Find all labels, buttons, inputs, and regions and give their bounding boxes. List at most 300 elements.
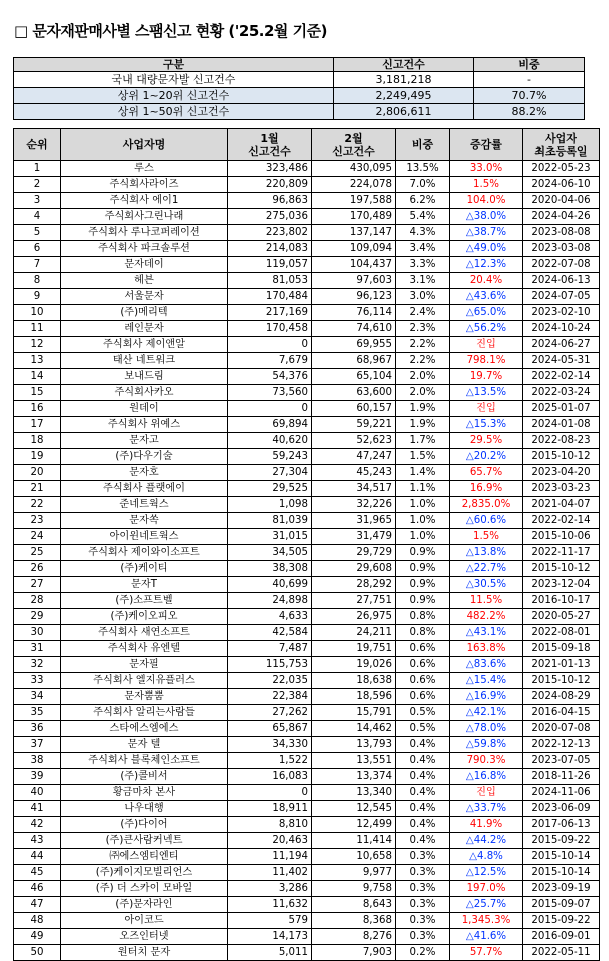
feb-count: 60,157: [312, 401, 396, 417]
table-row: [14, 673, 600, 689]
change-rate: △38.7%: [450, 225, 523, 241]
feb-count: 104,437: [312, 257, 396, 273]
table-row: [14, 817, 600, 833]
jan-count: 275,036: [228, 209, 312, 225]
summary-label: 상위 1~50위 신고건수: [14, 104, 334, 120]
jan-count: 11,402: [228, 865, 312, 881]
summary-row: [14, 104, 585, 120]
change-rate: 65.7%: [450, 465, 523, 481]
registration-date: 2022-05-11: [523, 945, 600, 961]
share: 1.0%: [396, 529, 450, 545]
jan-count: 34,505: [228, 545, 312, 561]
rank: 15: [14, 385, 61, 401]
company-name: 원데이: [61, 401, 228, 417]
share: 0.4%: [396, 801, 450, 817]
feb-count: 12,545: [312, 801, 396, 817]
table-row: [14, 481, 600, 497]
rank: 14: [14, 369, 61, 385]
change-rate: △12.5%: [450, 865, 523, 881]
rank: 46: [14, 881, 61, 897]
change-rate: 41.9%: [450, 817, 523, 833]
jan-count: 73,560: [228, 385, 312, 401]
header-jan-count-line: 신고건수: [248, 144, 291, 158]
share: 0.5%: [396, 721, 450, 737]
change-rate: △60.6%: [450, 513, 523, 529]
change-rate: 29.5%: [450, 433, 523, 449]
feb-count: 45,243: [312, 465, 396, 481]
jan-count: 1,098: [228, 497, 312, 513]
jan-count: 81,039: [228, 513, 312, 529]
table-row: [14, 657, 600, 673]
rank: 39: [14, 769, 61, 785]
feb-count: 11,414: [312, 833, 396, 849]
rank: 44: [14, 849, 61, 865]
rank: 12: [14, 337, 61, 353]
summary-share: -: [474, 72, 585, 88]
table-row: [14, 193, 600, 209]
registration-date: 2023-06-09: [523, 801, 600, 817]
jan-count: 22,035: [228, 673, 312, 689]
share: 0.9%: [396, 545, 450, 561]
change-rate: 482.2%: [450, 609, 523, 625]
share: 0.9%: [396, 593, 450, 609]
jan-count: 7,679: [228, 353, 312, 369]
share: 0.3%: [396, 929, 450, 945]
rank: 10: [14, 305, 61, 321]
change-rate: △16.8%: [450, 769, 523, 785]
registration-date: 2023-12-04: [523, 577, 600, 593]
jan-count: 24,898: [228, 593, 312, 609]
jan-count: 115,753: [228, 657, 312, 673]
share: 0.3%: [396, 897, 450, 913]
table-row: [14, 497, 600, 513]
jan-count: 38,308: [228, 561, 312, 577]
rank: 29: [14, 609, 61, 625]
rank: 2: [14, 177, 61, 193]
change-rate: 진입: [450, 785, 523, 801]
summary-row: [14, 72, 585, 88]
table-row: [14, 625, 600, 641]
company-name: 주식회사카오: [61, 385, 228, 401]
feb-count: 27,751: [312, 593, 396, 609]
table-row: [14, 721, 600, 737]
jan-count: 8,810: [228, 817, 312, 833]
table-row: [14, 289, 600, 305]
change-rate: △16.9%: [450, 689, 523, 705]
table-row: [14, 385, 600, 401]
jan-count: 34,330: [228, 737, 312, 753]
rank: 48: [14, 913, 61, 929]
jan-count: 5,011: [228, 945, 312, 961]
rank: 37: [14, 737, 61, 753]
change-rate: 197.0%: [450, 881, 523, 897]
company-name: (주)소프트벨: [61, 593, 228, 609]
table-row: [14, 321, 600, 337]
jan-count: 22,384: [228, 689, 312, 705]
header-registration-date-line: 사업자: [545, 131, 577, 145]
feb-count: 24,211: [312, 625, 396, 641]
rank: 5: [14, 225, 61, 241]
jan-count: 7,487: [228, 641, 312, 657]
feb-count: 12,499: [312, 817, 396, 833]
registration-date: 2022-02-14: [523, 513, 600, 529]
registration-date: 2018-11-26: [523, 769, 600, 785]
change-rate: △43.6%: [450, 289, 523, 305]
rank: 31: [14, 641, 61, 657]
rank: 11: [14, 321, 61, 337]
company-name: 주식회사 새연소프트: [61, 625, 228, 641]
jan-count: 54,376: [228, 369, 312, 385]
change-rate: 1,345.3%: [450, 913, 523, 929]
change-rate: 19.7%: [450, 369, 523, 385]
share: 5.4%: [396, 209, 450, 225]
registration-date: 2024-10-24: [523, 321, 600, 337]
jan-count: 119,057: [228, 257, 312, 273]
share: 1.1%: [396, 481, 450, 497]
rank: 22: [14, 497, 61, 513]
company-name: 레인문자: [61, 321, 228, 337]
jan-count: 31,015: [228, 529, 312, 545]
feb-count: 137,147: [312, 225, 396, 241]
table-row: [14, 881, 600, 897]
table-row: [14, 353, 600, 369]
company-name: 오즈인터넷: [61, 929, 228, 945]
rank: 47: [14, 897, 61, 913]
registration-date: 2024-05-31: [523, 353, 600, 369]
company-name: (주)케이티: [61, 561, 228, 577]
jan-count: 14,173: [228, 929, 312, 945]
company-name: 문자 텔: [61, 737, 228, 753]
change-rate: △13.5%: [450, 385, 523, 401]
header-share: 비중: [396, 129, 450, 161]
share: 0.2%: [396, 945, 450, 961]
registration-date: 2025-01-07: [523, 401, 600, 417]
share: 1.4%: [396, 465, 450, 481]
registration-date: 2015-10-14: [523, 865, 600, 881]
feb-count: 96,123: [312, 289, 396, 305]
share: 0.9%: [396, 577, 450, 593]
share: 0.8%: [396, 609, 450, 625]
company-name: 주식회사 루나코퍼레이션: [61, 225, 228, 241]
table-row: [14, 449, 600, 465]
feb-count: 74,610: [312, 321, 396, 337]
jan-count: 170,458: [228, 321, 312, 337]
table-row: [14, 913, 600, 929]
header-feb-count: [312, 129, 396, 161]
share: 1.0%: [396, 513, 450, 529]
change-rate: △12.3%: [450, 257, 523, 273]
company-name: 문자호: [61, 465, 228, 481]
share: 2.0%: [396, 385, 450, 401]
table-row: [14, 929, 600, 945]
header-registration-date: [523, 129, 600, 161]
page-title: □ 문자재판매사별 스팸신고 현황 ('25.2월 기준): [14, 22, 327, 40]
table-row: [14, 801, 600, 817]
registration-date: 2015-09-22: [523, 913, 600, 929]
company-name: 아이윈네트웍스: [61, 529, 228, 545]
company-name: 주식회사 블록체인소프트: [61, 753, 228, 769]
summary-share: 70.7%: [474, 88, 585, 104]
rank: 3: [14, 193, 61, 209]
rank: 24: [14, 529, 61, 545]
jan-count: 69,894: [228, 417, 312, 433]
registration-date: 2022-05-23: [523, 161, 600, 177]
share: 0.5%: [396, 705, 450, 721]
share: 1.7%: [396, 433, 450, 449]
feb-count: 31,479: [312, 529, 396, 545]
change-rate: 798.1%: [450, 353, 523, 369]
rank: 17: [14, 417, 61, 433]
rank: 18: [14, 433, 61, 449]
company-name: 스타에스엠에스: [61, 721, 228, 737]
jan-count: 29,525: [228, 481, 312, 497]
change-rate: 1.5%: [450, 177, 523, 193]
registration-date: 2016-04-15: [523, 705, 600, 721]
change-rate: △20.2%: [450, 449, 523, 465]
registration-date: 2022-08-23: [523, 433, 600, 449]
header-registration-date-line: 최초등록일: [534, 144, 588, 158]
change-rate: 진입: [450, 337, 523, 353]
table-row: [14, 945, 600, 961]
feb-count: 29,608: [312, 561, 396, 577]
feb-count: 76,114: [312, 305, 396, 321]
feb-count: 32,226: [312, 497, 396, 513]
share: 2.3%: [396, 321, 450, 337]
rank: 20: [14, 465, 61, 481]
change-rate: 1.5%: [450, 529, 523, 545]
company-name: 황금마차 본사: [61, 785, 228, 801]
company-name: (주)케이지모빌리언스: [61, 865, 228, 881]
share: 0.6%: [396, 641, 450, 657]
share: 2.2%: [396, 337, 450, 353]
jan-count: 3,286: [228, 881, 312, 897]
summary-count: 2,249,495: [334, 88, 474, 104]
share: 0.4%: [396, 785, 450, 801]
change-rate: △56.2%: [450, 321, 523, 337]
jan-count: 223,802: [228, 225, 312, 241]
table-row: [14, 273, 600, 289]
header-jan-count-line: 1월: [260, 131, 279, 145]
share: 0.3%: [396, 913, 450, 929]
summary-header-count: 신고건수: [334, 58, 474, 72]
feb-count: 15,791: [312, 705, 396, 721]
header-company: 사업자명: [61, 129, 228, 161]
registration-date: 2022-07-08: [523, 257, 600, 273]
registration-date: 2015-10-12: [523, 673, 600, 689]
company-name: 주식회사 위예스: [61, 417, 228, 433]
header-jan-count: [228, 129, 312, 161]
registration-date: 2024-07-05: [523, 289, 600, 305]
header-change-rate: 증감률: [450, 129, 523, 161]
share: 0.4%: [396, 833, 450, 849]
change-rate: 진입: [450, 401, 523, 417]
share: 0.6%: [396, 689, 450, 705]
change-rate: △44.2%: [450, 833, 523, 849]
jan-count: 81,053: [228, 273, 312, 289]
feb-count: 8,368: [312, 913, 396, 929]
registration-date: 2024-08-29: [523, 689, 600, 705]
share: 0.3%: [396, 865, 450, 881]
jan-count: 16,083: [228, 769, 312, 785]
rank: 49: [14, 929, 61, 945]
company-name: 헤븐: [61, 273, 228, 289]
rank: 50: [14, 945, 61, 961]
rank: 4: [14, 209, 61, 225]
rank: 21: [14, 481, 61, 497]
company-name: 주식회사 제이앤알: [61, 337, 228, 353]
registration-date: 2022-12-13: [523, 737, 600, 753]
registration-date: 2023-02-10: [523, 305, 600, 321]
feb-count: 69,955: [312, 337, 396, 353]
change-rate: △4.8%: [450, 849, 523, 865]
jan-count: 65,867: [228, 721, 312, 737]
table-row: [14, 785, 600, 801]
summary-row: [14, 88, 585, 104]
jan-count: 4,633: [228, 609, 312, 625]
company-name: 주식회사 엘지유플러스: [61, 673, 228, 689]
share: 2.2%: [396, 353, 450, 369]
jan-count: 59,243: [228, 449, 312, 465]
jan-count: 323,486: [228, 161, 312, 177]
jan-count: 220,809: [228, 177, 312, 193]
feb-count: 59,221: [312, 417, 396, 433]
change-rate: △83.6%: [450, 657, 523, 673]
change-rate: 33.0%: [450, 161, 523, 177]
company-name: (주)케이오피오: [61, 609, 228, 625]
feb-count: 28,292: [312, 577, 396, 593]
registration-date: 2020-04-06: [523, 193, 600, 209]
share: 0.9%: [396, 561, 450, 577]
registration-date: 2016-10-17: [523, 593, 600, 609]
rank: 25: [14, 545, 61, 561]
registration-date: 2022-08-01: [523, 625, 600, 641]
feb-count: 9,977: [312, 865, 396, 881]
share: 3.1%: [396, 273, 450, 289]
registration-date: 2021-01-13: [523, 657, 600, 673]
share: 0.4%: [396, 817, 450, 833]
share: 2.0%: [396, 369, 450, 385]
share: 7.0%: [396, 177, 450, 193]
feb-count: 14,462: [312, 721, 396, 737]
company-name: 아이코드: [61, 913, 228, 929]
rank: 43: [14, 833, 61, 849]
table-row: [14, 849, 600, 865]
company-name: 문자고: [61, 433, 228, 449]
rank: 36: [14, 721, 61, 737]
jan-count: 40,620: [228, 433, 312, 449]
table-row: [14, 433, 600, 449]
table-row: [14, 737, 600, 753]
jan-count: 27,262: [228, 705, 312, 721]
feb-count: 7,903: [312, 945, 396, 961]
feb-count: 19,026: [312, 657, 396, 673]
rank: 40: [14, 785, 61, 801]
share: 0.4%: [396, 769, 450, 785]
feb-count: 109,094: [312, 241, 396, 257]
change-rate: 2,835.0%: [450, 497, 523, 513]
table-row: [14, 545, 600, 561]
spam-report-table: [13, 128, 600, 961]
table-row: [14, 609, 600, 625]
change-rate: △22.7%: [450, 561, 523, 577]
summary-count: 2,806,611: [334, 104, 474, 120]
registration-date: 2015-10-06: [523, 529, 600, 545]
feb-count: 13,551: [312, 753, 396, 769]
feb-count: 430,095: [312, 161, 396, 177]
registration-date: 2024-06-10: [523, 177, 600, 193]
feb-count: 18,596: [312, 689, 396, 705]
feb-count: 18,638: [312, 673, 396, 689]
feb-count: 8,643: [312, 897, 396, 913]
jan-count: 40,699: [228, 577, 312, 593]
rank: 19: [14, 449, 61, 465]
summary-label: 국내 대량문자발 신고건수: [14, 72, 334, 88]
feb-count: 52,623: [312, 433, 396, 449]
feb-count: 13,374: [312, 769, 396, 785]
table-row: [14, 689, 600, 705]
feb-count: 97,603: [312, 273, 396, 289]
table-row: [14, 401, 600, 417]
change-rate: △33.7%: [450, 801, 523, 817]
rank: 7: [14, 257, 61, 273]
company-name: 원터치 문자: [61, 945, 228, 961]
rank: 34: [14, 689, 61, 705]
registration-date: 2023-08-08: [523, 225, 600, 241]
company-name: 문자쏙: [61, 513, 228, 529]
table-row: [14, 769, 600, 785]
share: 0.8%: [396, 625, 450, 641]
registration-date: 2020-07-08: [523, 721, 600, 737]
table-row: [14, 305, 600, 321]
rank: 32: [14, 657, 61, 673]
share: 1.9%: [396, 417, 450, 433]
company-name: 태산 네트워크: [61, 353, 228, 369]
jan-count: 0: [228, 337, 312, 353]
company-name: 주식회사 유엔텔: [61, 641, 228, 657]
rank: 9: [14, 289, 61, 305]
registration-date: 2015-09-22: [523, 833, 600, 849]
share: 1.5%: [396, 449, 450, 465]
change-rate: △13.8%: [450, 545, 523, 561]
jan-count: 18,911: [228, 801, 312, 817]
registration-date: 2022-03-24: [523, 385, 600, 401]
company-name: 주식회사그린나래: [61, 209, 228, 225]
feb-count: 9,758: [312, 881, 396, 897]
company-name: (주)큰사람커넥트: [61, 833, 228, 849]
table-row: [14, 641, 600, 657]
company-name: (주)다이어: [61, 817, 228, 833]
change-rate: △65.0%: [450, 305, 523, 321]
jan-count: 579: [228, 913, 312, 929]
header-rank: 순위: [14, 129, 61, 161]
change-rate: △78.0%: [450, 721, 523, 737]
rank: 28: [14, 593, 61, 609]
share: 13.5%: [396, 161, 450, 177]
table-header-row: [14, 129, 600, 161]
registration-date: 2024-06-27: [523, 337, 600, 353]
registration-date: 2015-10-12: [523, 449, 600, 465]
feb-count: 13,340: [312, 785, 396, 801]
rank: 33: [14, 673, 61, 689]
jan-count: 170,484: [228, 289, 312, 305]
table-row: [14, 705, 600, 721]
registration-date: 2022-11-17: [523, 545, 600, 561]
company-name: 주식회사 플랫에이: [61, 481, 228, 497]
company-name: 서울문자: [61, 289, 228, 305]
rank: 8: [14, 273, 61, 289]
registration-date: 2023-03-23: [523, 481, 600, 497]
company-name: 보내드림: [61, 369, 228, 385]
